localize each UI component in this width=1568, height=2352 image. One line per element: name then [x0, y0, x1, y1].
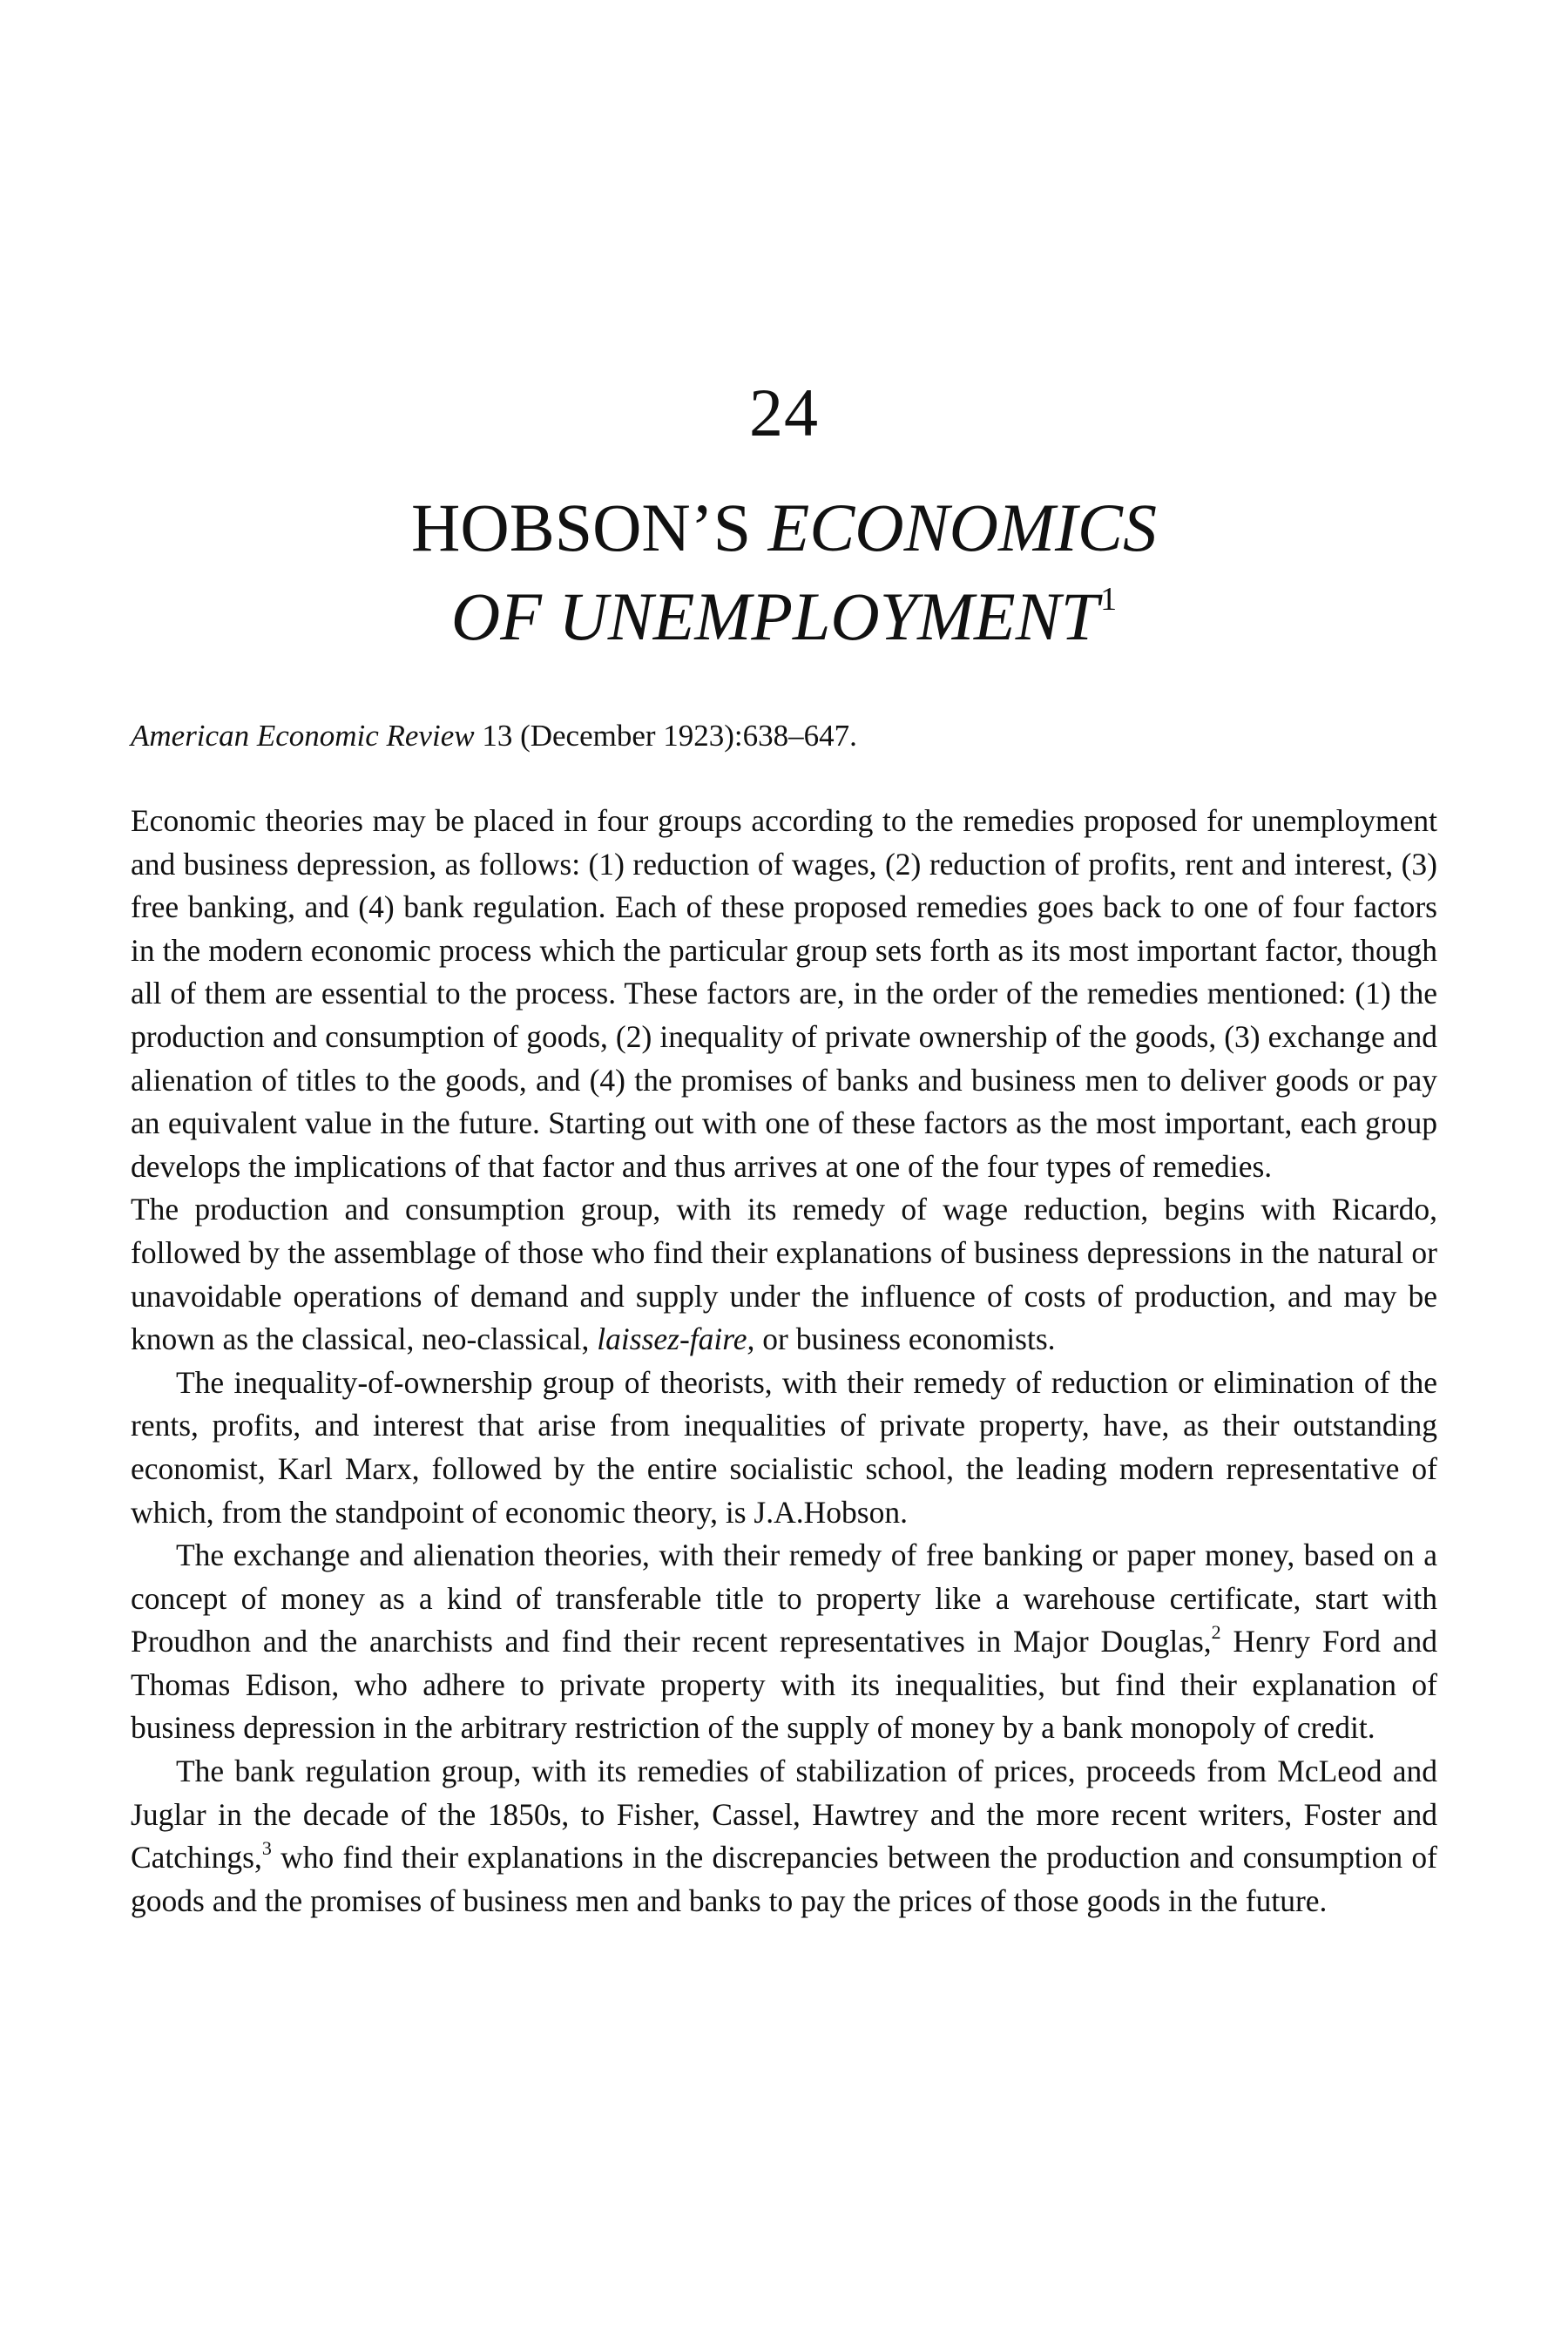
- paragraph-2-text-end: or business economists.: [754, 1321, 1056, 1357]
- paragraph-5-text-start: The bank regulation group, with its remedies of stabilization of prices, proceeds from McLeod and Juglar in the decade of the 1850s, to Fisher, Cassel, Hawtrey and the more recent writers, Foster and Catchings,: [131, 1754, 1437, 1876]
- chapter-number: 24: [749, 375, 819, 450]
- paragraph-4-text-end: Henry Ford and Thomas Edison, who adhere to private property with its inequalities, but find their explanation of business depression in the arbitrary restriction of the supply of money by a bank monopoly of credit.: [131, 1624, 1437, 1746]
- chapter-title-author: HOBSON’S: [411, 490, 768, 565]
- chapter-title: [0, 483, 1568, 661]
- source-citation: [131, 716, 1437, 756]
- chapter-title-book-part-1: ECONOMICS: [767, 490, 1157, 565]
- paragraph-3: The inequality-of-ownership group of theorists, with their remedy of reduction or elimination of the rents, profits, and interest that arise from inequalities of private property, have, as their outstanding economist, Karl Marx, followed by the entire socialistic school, the leading modern representative of which, from the standpoint of economic theory, is J.A.Hobson.: [131, 1364, 1437, 1530]
- paragraph-2-text-start: The production and consumption group, with its remedy of wage reduction, begins with Ricardo, followed by the assemblage of those who find their explanations of business depressions in the natural or unavoidable operations of demand and supply under the influence of costs of production, and may be known as the classical, neo-classical,: [131, 1192, 1437, 1357]
- paragraph-1: Economic theories may be placed in four groups according to the remedies proposed for unemployment and business depression, as follows: (1) reduction of wages, (2) reduction of profits, rent and interest, (3) free banking, and (4) bank regulation. Each of these proposed remedies goes back to one of four factors in the modern economic process which the particular group sets forth as its most important factor, though all of them are essential to the process. These factors are, in the order of the remedies mentioned: (1) the production and consumption of goods, (2) inequality of private ownership of the goods, (3) exchange and alienation of titles to the goods, and (4) the promises of banks and business men to deliver goods or pay an equivalent value in the future. Starting out with one of these factors as the most important, each group develops the implications of that factor and thus arrives at one of the four types of remedies.: [131, 803, 1437, 1184]
- footnote-marker-2[interactable]: 2: [1211, 1621, 1221, 1644]
- footnote-marker-3[interactable]: 3: [261, 1837, 272, 1860]
- journal-name: American Economic Review: [131, 719, 475, 753]
- citation-details: 13 (December 1923):638–647.: [474, 719, 857, 753]
- paragraph-5: [131, 1750, 1437, 1923]
- paragraph-4-text-start: The exchange and alienation theories, with their remedy of free banking or paper money, based on a concept of money as a kind of transferable title to property like a warehouse certificate, start with Proudhon and the anarchists and find their recent representatives in Major Douglas,: [131, 1538, 1437, 1659]
- chapter-title-line-2: [0, 572, 1568, 661]
- paragraph-2: [131, 1188, 1437, 1361]
- chapter-title-line-1: [0, 483, 1568, 572]
- article-body: [131, 800, 1437, 1923]
- chapter-title-book-part-2: OF UNEMPLOYMENT: [450, 578, 1099, 654]
- paragraph-2-italic-term: laissez-faire,: [597, 1321, 755, 1357]
- paragraph-4: [131, 1534, 1437, 1750]
- title-footnote-marker[interactable]: 1: [1100, 581, 1118, 618]
- paragraph-5-text-end: who find their explanations in the discrepancies between the production and consumption of goods and the promises of business men and banks to pay the prices of those goods in the future.: [131, 1840, 1437, 1918]
